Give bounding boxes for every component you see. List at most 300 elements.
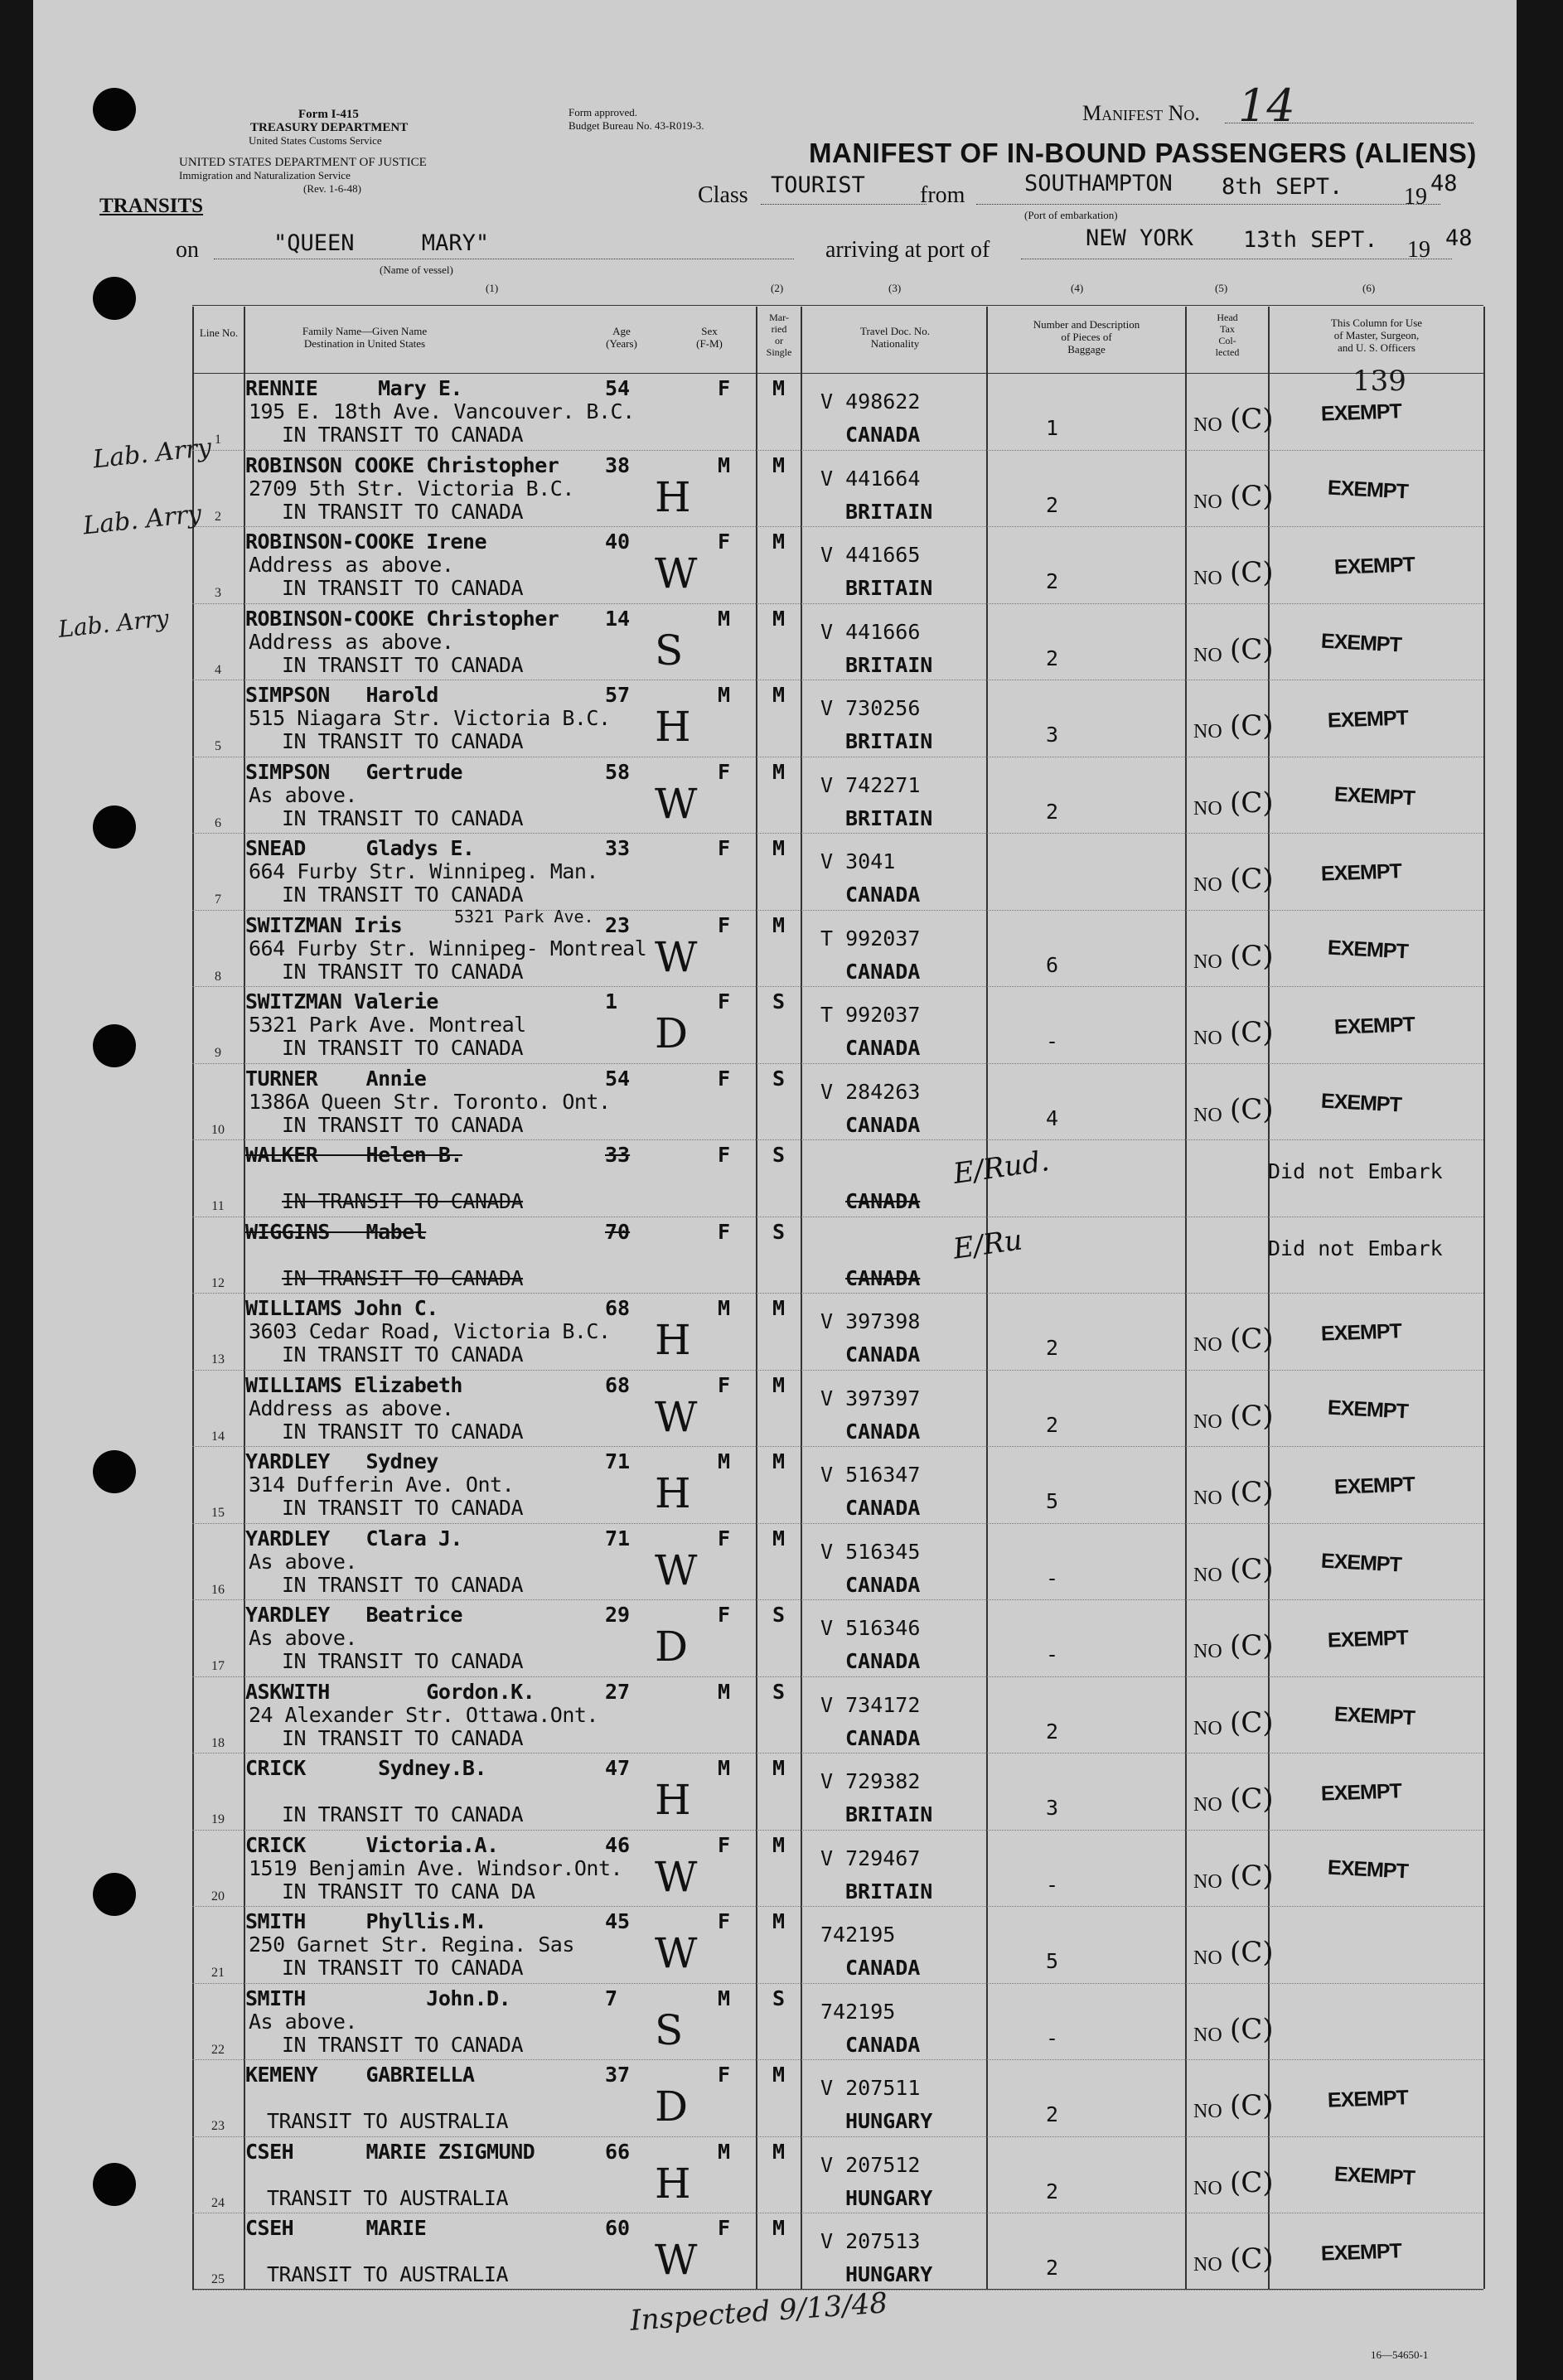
transit-note: IN TRANSIT TO CANADA <box>282 1802 524 1826</box>
passenger-name: SIMPSON Harold <box>245 683 438 707</box>
exempt-stamp: EXEMPT <box>1320 859 1402 886</box>
sex-handwriting: W <box>655 1546 698 1594</box>
nationality: CANADA <box>845 1725 921 1750</box>
line-number: 12 <box>211 1275 225 1290</box>
transit-note: IN TRANSIT TO CANADA <box>282 883 524 907</box>
exempt-stamp: EXEMPT <box>1333 1013 1415 1039</box>
exempt-stamp: EXEMPT <box>1320 2239 1402 2266</box>
passenger-age: 37 <box>605 2063 631 2087</box>
embark-note: (Port of embarkation) <box>1024 209 1118 221</box>
year-suffix-2: 48 <box>1445 225 1473 251</box>
transit-note: IN TRANSIT TO CANADA <box>282 423 524 447</box>
row-separator <box>192 1446 1483 1447</box>
class-line <box>761 204 927 205</box>
passenger-sex: F <box>718 1066 731 1091</box>
passenger-name: YARDLEY Clara J. <box>245 1526 462 1550</box>
nationality: BRITAIN <box>845 729 933 753</box>
nationality: CANADA <box>845 1189 921 1213</box>
passenger-name: SIMPSON Gertrude <box>245 759 462 784</box>
travel-doc-no: V 207513 <box>820 2229 921 2253</box>
passenger-sex: F <box>718 1143 731 1167</box>
passenger-sex: M <box>718 1679 731 1704</box>
head-tax-mark: (C) <box>1230 2089 1274 2122</box>
head-tax-status: NO <box>1193 2254 1222 2276</box>
transit-note: IN TRANSIT TO CANADA <box>282 1725 524 1750</box>
passenger-name: WALKER Helen B. <box>245 1143 462 1167</box>
passenger-address: As above. <box>249 1626 357 1650</box>
passenger-address: 250 Garnet Str. Regina. Sas <box>249 1933 574 1957</box>
from-line <box>976 204 1440 205</box>
head-tax-status: NO <box>1193 1870 1222 1893</box>
passenger-name: SMITH Phyllis.M. <box>245 1909 487 1933</box>
transit-note: IN TRANSIT TO CANADA <box>282 499 524 524</box>
baggage-count: 3 <box>1046 1796 1059 1820</box>
head-tax-status: NO <box>1193 1028 1222 1049</box>
head-tax-mark: (C) <box>1230 1705 1274 1739</box>
line-number: 17 <box>211 1659 225 1673</box>
passenger-age: 71 <box>605 1449 631 1473</box>
exempt-stamp: EXEMPT <box>1327 1855 1409 1884</box>
passenger-age: 68 <box>605 1372 631 1397</box>
exempt-stamp: EXEMPT <box>1320 628 1402 657</box>
line-number: 24 <box>211 2195 225 2210</box>
travel-doc-no: V 441664 <box>820 466 921 491</box>
exempt-stamp: EXEMPT <box>1333 781 1415 810</box>
row-separator <box>192 1906 1483 1907</box>
passenger-address: 3603 Cedar Road, Victoria B.C. <box>249 1319 611 1343</box>
marital-status: S <box>772 1219 786 1244</box>
passenger-address: 515 Niagara Str. Victoria B.C. <box>249 706 611 730</box>
row-separator <box>192 910 1483 911</box>
baggage-count: 2 <box>1046 2102 1059 2126</box>
passenger-sex: F <box>718 836 731 860</box>
baggage-handwriting: E/Rud. <box>951 1144 1052 1191</box>
passenger-address: 2709 5th Str. Victoria B.C. <box>249 476 574 501</box>
head-tax-mark: (C) <box>1230 709 1274 743</box>
nationality: BRITAIN <box>845 1879 933 1904</box>
sex-handwriting: W <box>655 932 698 981</box>
passenger-name: CRICK Sydney.B. <box>245 1756 487 1780</box>
row-separator <box>192 450 1483 451</box>
arriving-label: arriving at port of <box>825 237 990 263</box>
passenger-age: 33 <box>605 836 631 860</box>
vessel-note: (Name of vessel) <box>380 264 453 276</box>
head-tax-mark: (C) <box>1230 479 1274 513</box>
baggage-count: 2 <box>1046 1719 1059 1744</box>
passenger-sex: F <box>718 1219 731 1244</box>
sex-handwriting: W <box>655 1392 698 1441</box>
passenger-address: 314 Dufferin Ave. Ont. <box>249 1473 515 1497</box>
passenger-address: As above. <box>249 2009 357 2034</box>
passenger-age: 29 <box>605 1603 631 1627</box>
travel-doc-no: T 992037 <box>820 926 921 951</box>
form-number: Form I-415 <box>298 108 359 121</box>
passenger-sex: M <box>718 452 731 477</box>
head-tax-status: NO <box>1193 644 1222 666</box>
passenger-sex: M <box>718 1756 731 1780</box>
punch-hole <box>93 277 136 320</box>
line-number: 15 <box>211 1506 225 1520</box>
exempt-stamp: EXEMPT <box>1333 1701 1415 1730</box>
line-number: 16 <box>211 1582 225 1597</box>
justice-dept: UNITED STATES DEPARTMENT OF JUSTICE <box>179 156 427 169</box>
passenger-name: SWITZMAN Valerie <box>245 989 438 1013</box>
transit-note: IN TRANSIT TO CANADA <box>282 2032 524 2057</box>
exempt-stamp: EXEMPT <box>1333 1473 1415 1499</box>
vessel-name: "QUEEN MARY" <box>273 230 490 256</box>
marital-status: M <box>772 2216 786 2240</box>
line-number: 14 <box>211 1429 225 1444</box>
head-tax-status: NO <box>1193 874 1222 896</box>
transit-note: IN TRANSIT TO CANADA <box>282 1956 524 1980</box>
passenger-name: WILLIAMS John C. <box>245 1296 438 1320</box>
nationality: BRITAIN <box>845 499 933 524</box>
passenger-age: 27 <box>605 1679 631 1704</box>
passenger-address: 1519 Benjamin Ave. Windsor.Ont. <box>249 1855 623 1880</box>
passenger-sex: F <box>718 759 731 784</box>
passenger-name: SNEAD Gladys E. <box>245 836 475 860</box>
marital-status: M <box>772 1296 786 1320</box>
baggage-count: 2 <box>1046 1336 1059 1360</box>
passenger-age: 1 <box>605 989 618 1013</box>
baggage-count: 2 <box>1046 569 1059 593</box>
exempt-stamp: EXEMPT <box>1320 399 1402 426</box>
travel-doc-no: V 207511 <box>820 2076 921 2100</box>
head-tax-status: NO <box>1193 491 1222 513</box>
officers-top-number: 139 <box>1353 365 1406 398</box>
head-tax-mark: (C) <box>1230 403 1274 436</box>
passenger-address: 5321 Park Ave. Montreal <box>249 1013 526 1037</box>
transit-note: TRANSIT TO AUSTRALIA <box>267 2109 509 2133</box>
transit-note: TRANSIT TO AUSTRALIA <box>267 2185 509 2210</box>
passenger-name: YARDLEY Sydney <box>245 1449 438 1473</box>
row-separator <box>192 1983 1483 1984</box>
line-number: 4 <box>215 662 221 677</box>
passenger-name: ROBINSON-COOKE Christopher <box>245 606 559 631</box>
passenger-age: 58 <box>605 759 631 784</box>
marital-status: M <box>772 1449 786 1473</box>
head-tax-mark: (C) <box>1230 2165 1274 2199</box>
passenger-name: WIGGINS Mabel <box>245 1219 427 1244</box>
row-separator <box>192 1370 1483 1371</box>
line-number: 21 <box>211 1966 225 1980</box>
passenger-sex: F <box>718 530 731 554</box>
head-tax-status: NO <box>1193 2024 1222 2046</box>
passenger-address: Address as above. <box>249 629 454 654</box>
baggage-count: 2 <box>1046 492 1059 517</box>
exempt-stamp: EXEMPT <box>1327 1626 1409 1652</box>
passenger-name: KEMENY GABRIELLA <box>245 2063 475 2087</box>
transit-note: IN TRANSIT TO CANADA <box>282 1649 524 1673</box>
row-separator <box>192 603 1483 604</box>
passenger-address: As above. <box>249 782 357 807</box>
exempt-stamp: EXEMPT <box>1333 553 1415 579</box>
line-number: 6 <box>215 815 221 830</box>
head-tax-status: NO <box>1193 951 1222 973</box>
on-label: on <box>176 237 199 263</box>
travel-doc-no: V 742271 <box>820 772 921 797</box>
col-num-4: (4) <box>1071 282 1084 294</box>
header-travel: Travel Doc. No. Nationality <box>859 325 930 350</box>
exempt-stamp: EXEMPT <box>1327 475 1409 504</box>
head-tax-status: NO <box>1193 1564 1222 1586</box>
col-num-5: (5) <box>1215 282 1228 294</box>
travel-doc-no: V 397398 <box>820 1309 921 1333</box>
passenger-sex: M <box>718 606 731 631</box>
inspector-signature: Inspected 9/13/48 <box>628 2286 889 2338</box>
sex-handwriting: W <box>655 779 698 828</box>
passenger-name: SMITH John.D. <box>245 1986 511 2010</box>
baggage-count: 5 <box>1046 1949 1059 1973</box>
passenger-age: 70 <box>605 1219 631 1244</box>
class-value: TOURIST <box>771 172 865 198</box>
head-tax-status: NO <box>1193 1488 1222 1509</box>
manifest-no-value: 14 <box>1238 80 1295 132</box>
marital-status: M <box>772 1372 786 1397</box>
baggage-count: 5 <box>1046 1489 1059 1513</box>
arrival-date: 13th SEPT. <box>1243 227 1378 253</box>
travel-doc-no: V 730256 <box>820 696 921 720</box>
head-tax-mark: (C) <box>1230 632 1274 666</box>
travel-doc-no: V 729467 <box>820 1845 921 1870</box>
transit-note: IN TRANSIT TO CANADA <box>282 1036 524 1060</box>
from-label: from <box>920 182 965 208</box>
header-age: Age (Years) <box>606 325 637 350</box>
punch-hole <box>93 88 136 131</box>
marital-status: M <box>772 1909 786 1933</box>
col-num-3: (3) <box>888 282 902 294</box>
row-separator <box>192 1293 1483 1294</box>
transit-note: IN TRANSIT TO CANA DA <box>282 1879 535 1904</box>
year-prefix-1: 19 <box>1404 184 1427 210</box>
marital-status: M <box>772 759 786 784</box>
exempt-stamp: EXEMPT <box>1327 1395 1409 1424</box>
marital-status: M <box>772 606 786 631</box>
manifest-no-label: Manifest No. <box>1082 101 1200 125</box>
row-separator <box>192 1599 1483 1600</box>
footer-code: 16—54650-1 <box>1371 2349 1429 2361</box>
header-officers: This Column for Use of Master, Surgeon, and U. S. Officers <box>1330 317 1423 354</box>
head-tax-status: NO <box>1193 1947 1222 1969</box>
passenger-name: WILLIAMS Elizabeth <box>245 1372 462 1397</box>
marital-status: M <box>772 1526 786 1550</box>
passenger-address: 24 Alexander Str. Ottawa.Ont. <box>249 1702 598 1727</box>
passenger-sex: F <box>718 1603 731 1627</box>
nationality: HUNGARY <box>845 2262 933 2286</box>
head-tax-mark: (C) <box>1230 1859 1274 1893</box>
exempt-stamp: EXEMPT <box>1327 2086 1409 2112</box>
passenger-age: 33 <box>605 1143 631 1167</box>
transit-note: IN TRANSIT TO CANADA <box>282 652 524 677</box>
punch-hole <box>93 1873 136 1916</box>
line-number: 7 <box>215 892 221 907</box>
passenger-sex: F <box>718 1909 731 1933</box>
passenger-age: 54 <box>605 376 631 400</box>
nationality: CANADA <box>845 1036 921 1060</box>
row-separator <box>192 526 1483 527</box>
travel-doc-no: V 207512 <box>820 2152 921 2177</box>
row-separator <box>192 986 1483 987</box>
head-tax-mark: (C) <box>1230 1629 1274 1662</box>
sex-handwriting: H <box>655 1776 691 1824</box>
passenger-address: Address as above. <box>249 1396 454 1420</box>
passenger-age: 46 <box>605 1832 631 1857</box>
header-line-no: Line No. <box>199 327 239 339</box>
from-date: 8th SEPT. <box>1222 174 1343 200</box>
travel-doc-no: V 516347 <box>820 1463 921 1487</box>
transit-note: IN TRANSIT TO CANADA <box>282 1265 524 1290</box>
travel-doc-no: V 441666 <box>820 619 921 644</box>
travel-doc-no: V 3041 <box>820 849 896 873</box>
sex-handwriting: W <box>655 1852 698 1901</box>
ins-service: Immigration and Naturalization Service <box>179 169 351 181</box>
sex-handwriting: W <box>655 549 698 597</box>
travel-doc-no: V 729382 <box>820 1769 921 1793</box>
col-num-6: (6) <box>1362 282 1376 294</box>
baggage-count: 2 <box>1046 2256 1059 2280</box>
budget-bureau: Budget Bureau No. 43-R019-3. <box>569 119 704 132</box>
line-number: 11 <box>211 1199 225 1213</box>
row-separator <box>192 1523 1483 1524</box>
marital-status: M <box>772 2063 786 2087</box>
line-number: 19 <box>211 1812 225 1826</box>
passenger-age: 14 <box>605 606 631 631</box>
nationality: CANADA <box>845 1342 921 1367</box>
passenger-sex: M <box>718 683 731 707</box>
row-separator <box>192 2136 1483 2137</box>
nationality: CANADA <box>845 1265 921 1290</box>
head-tax-mark: (C) <box>1230 2012 1274 2046</box>
transit-note: IN TRANSIT TO CANADA <box>282 576 524 600</box>
punch-hole <box>93 1450 136 1493</box>
marital-status: M <box>772 836 786 860</box>
passenger-sex: M <box>718 1296 731 1320</box>
transit-note: IN TRANSIT TO CANADA <box>282 959 524 984</box>
line-number: 25 <box>211 2272 225 2286</box>
nationality: CANADA <box>845 423 921 447</box>
nationality: HUNGARY <box>845 2185 933 2210</box>
exempt-stamp: EXEMPT <box>1327 935 1409 964</box>
passenger-age: 38 <box>605 452 631 477</box>
header-married: Mar- ried or Single <box>766 312 792 358</box>
baggage-count: 2 <box>1046 1412 1059 1437</box>
row-separator <box>192 1676 1483 1677</box>
form-revision: (Rev. 1-6-48) <box>303 182 361 195</box>
passenger-age: 54 <box>605 1066 631 1091</box>
marital-status: S <box>772 1679 786 1704</box>
baggage-count: - <box>1046 1872 1059 1897</box>
class-label: Class <box>698 182 748 208</box>
head-tax-mark: (C) <box>1230 786 1274 820</box>
row-separator <box>192 1063 1483 1064</box>
travel-doc-no: 742195 <box>820 1999 896 2024</box>
customs-service: United States Customs Service <box>249 134 382 147</box>
header-baggage: Number and Description of Pieces of Baggage <box>1033 318 1140 356</box>
passenger-sex: M <box>718 1986 731 2010</box>
sex-handwriting: S <box>655 2005 684 2054</box>
margin-note: Lab. Arry <box>91 433 213 475</box>
head-tax-status: NO <box>1193 1410 1222 1433</box>
passenger-sex: F <box>718 912 731 937</box>
passenger-age: 68 <box>605 1296 631 1320</box>
exempt-stamp: EXEMPT <box>1327 706 1409 733</box>
passenger-address: 1386A Queen Str. Toronto. Ont. <box>249 1089 611 1114</box>
line-number: 20 <box>211 1889 225 1904</box>
row-separator <box>192 1139 1483 1140</box>
head-tax-mark: (C) <box>1230 1399 1274 1433</box>
passenger-age: 23 <box>605 912 631 937</box>
nationality: CANADA <box>845 2032 921 2057</box>
passenger-address: As above. <box>249 1549 357 1574</box>
treasury-dept: TREASURY DEPARTMENT <box>250 121 409 134</box>
exempt-stamp: EXEMPT <box>1333 2161 1415 2190</box>
line-number: 23 <box>211 2119 225 2133</box>
travel-doc-no: V 284263 <box>820 1079 921 1104</box>
travel-doc-no: V 734172 <box>820 1692 921 1717</box>
passenger-name: ASKWITH Gordon.K. <box>245 1679 535 1704</box>
head-tax-status: NO <box>1193 2101 1222 2122</box>
row-separator <box>192 1830 1483 1831</box>
punch-hole <box>93 2163 136 2206</box>
sex-handwriting: S <box>655 626 684 675</box>
passenger-age: 66 <box>605 2139 631 2164</box>
passenger-sex: F <box>718 2216 731 2240</box>
nationality: BRITAIN <box>845 805 933 830</box>
line-number: 1 <box>215 433 221 447</box>
sex-handwriting: H <box>655 472 691 521</box>
baggage-count: 4 <box>1046 1105 1059 1130</box>
from-value: SOUTHAMPTON <box>1024 171 1173 196</box>
year-suffix-1: 48 <box>1430 171 1458 196</box>
head-tax-status: NO <box>1193 414 1222 436</box>
officer-note: Did not Embark <box>1268 1236 1443 1260</box>
baggage-count: 1 <box>1046 416 1059 440</box>
head-tax-mark: (C) <box>1230 863 1274 896</box>
transit-note: IN TRANSIT TO CANADA <box>282 1419 524 1444</box>
baggage-count: - <box>1046 1029 1059 1053</box>
passenger-sex: M <box>718 2139 731 2164</box>
arrival-port: NEW YORK <box>1086 225 1194 251</box>
nationality: CANADA <box>845 1572 921 1597</box>
baggage-count: - <box>1046 1642 1059 1666</box>
sex-handwriting: W <box>655 1929 698 1977</box>
row-separator <box>192 1753 1483 1754</box>
head-tax-status: NO <box>1193 1334 1222 1356</box>
passenger-sex: F <box>718 376 731 400</box>
nationality: CANADA <box>845 1649 921 1673</box>
baggage-count: 3 <box>1046 723 1059 747</box>
nationality: CANADA <box>845 1112 921 1137</box>
sex-handwriting: H <box>655 1316 691 1364</box>
line-number: 2 <box>215 509 221 524</box>
line-number: 3 <box>215 586 221 600</box>
head-tax-mark: (C) <box>1230 2242 1274 2276</box>
sex-handwriting: H <box>655 1469 691 1517</box>
passenger-name: CSEH MARIE <box>245 2216 427 2240</box>
line-number: 9 <box>215 1046 221 1060</box>
line-number: 18 <box>211 1735 225 1750</box>
marital-status: M <box>772 1756 786 1780</box>
passenger-sex: M <box>718 1449 731 1473</box>
head-tax-status: NO <box>1193 797 1222 820</box>
exempt-stamp: EXEMPT <box>1320 1319 1402 1346</box>
nationality: CANADA <box>845 1496 921 1520</box>
passenger-name: TURNER Annie <box>245 1066 427 1091</box>
passenger-age: 57 <box>605 683 631 707</box>
header-sex: Sex (F-M) <box>696 325 723 350</box>
form-approved: Form approved. <box>569 106 638 119</box>
transit-note: IN TRANSIT TO CANADA <box>282 1112 524 1137</box>
